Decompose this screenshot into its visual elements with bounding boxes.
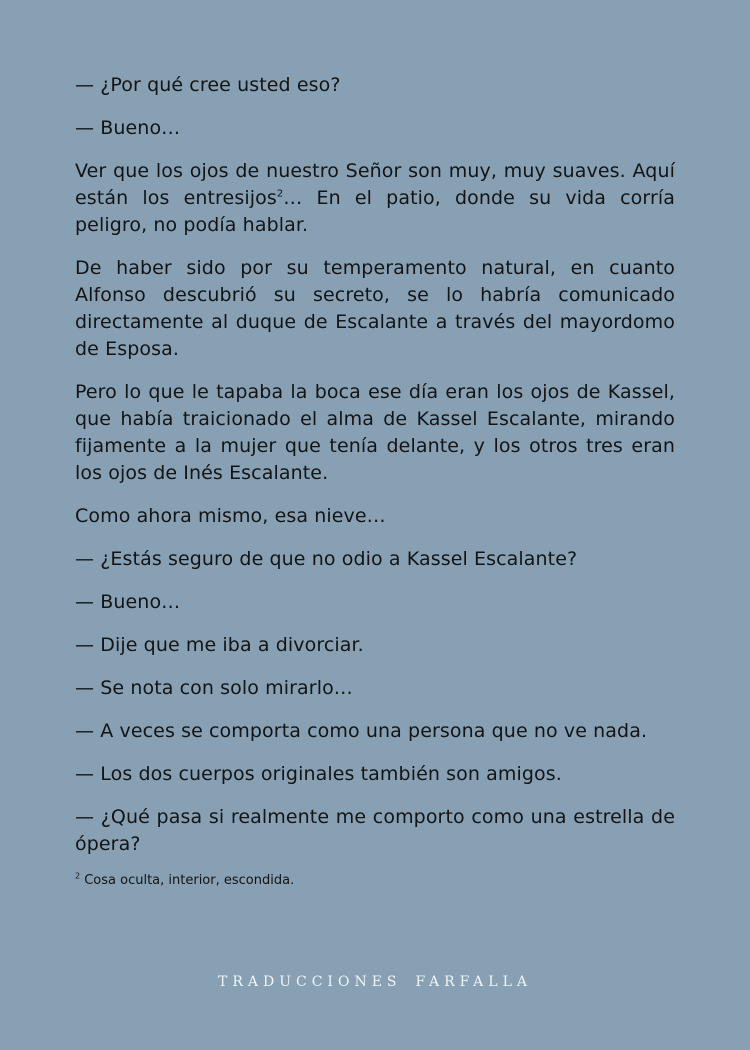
paragraph: Pero lo que le tapaba la boca ese día eran los ojos de Kassel, que había traicionado el alma de Kassel Escalante, mirando fijamente a la mujer que tenía delante, y los otros tres eran los ojos de Inés Escalante. — [75, 381, 675, 484]
paragraph: — Los dos cuerpos originales también son amigos. — [75, 763, 562, 785]
footnote-mark: 2 — [75, 871, 81, 881]
paragraph: — Bueno… — [75, 591, 181, 613]
paragraph-text: … En el patio, donde su vida corría peligro, no podía hablar. — [75, 187, 675, 236]
footer-word: TRADUCCIONES — [218, 974, 402, 990]
publisher-footer — [0, 974, 750, 990]
paragraph: Como ahora mismo, esa nieve… — [75, 505, 386, 527]
footer-word: FARFALLA — [415, 974, 532, 990]
paragraph: — ¿Qué pasa si realmente me comporto como una estrella de ópera? — [75, 806, 675, 855]
paragraph: — Dije que me iba a divorciar. — [75, 634, 364, 656]
footnote-text: Cosa oculta, interior, escondida. — [80, 873, 295, 888]
paragraph: — Bueno… — [75, 117, 181, 139]
paragraph: — ¿Por qué cree usted eso? — [75, 74, 341, 96]
paragraph: — ¿Estás seguro de que no odio a Kassel Escalante? — [75, 548, 578, 570]
page-body — [75, 72, 675, 890]
paragraph: — Se nota con solo mirarlo… — [75, 677, 353, 699]
footnote-reference[interactable]: 2 — [276, 188, 284, 200]
footnote — [75, 872, 675, 890]
paragraph: De haber sido por su temperamento natural, en cuanto Alfonso descubrió su secreto, se lo habría comunicado directamente al duque de Escalante a través del mayordomo de Esposa. — [75, 257, 675, 360]
paragraph: — A veces se comporta como una persona que no ve nada. — [75, 720, 648, 742]
paragraph-with-footnote — [75, 158, 675, 239]
paragraph-text: Ver que los ojos de nuestro Señor son muy, muy suaves. Aquí están los entresijos — [75, 160, 675, 209]
